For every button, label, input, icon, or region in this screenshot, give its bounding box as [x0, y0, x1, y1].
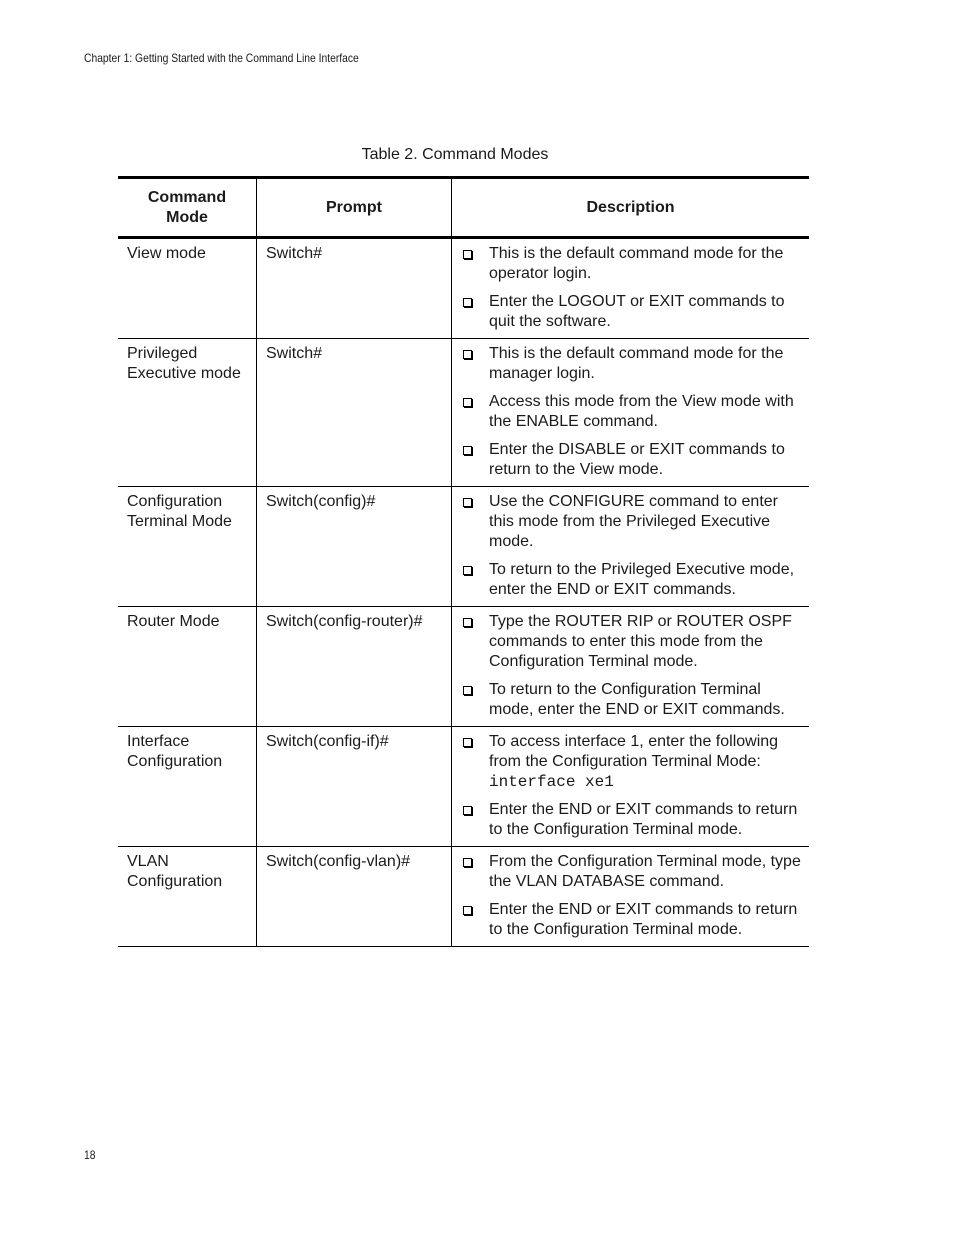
- table-row: [118, 339, 809, 487]
- table-caption-text: Table 2. Command Modes: [361, 146, 549, 163]
- table-row: [118, 727, 809, 847]
- checkbox-square-icon: [462, 440, 489, 480]
- prompt-cell: Switch#: [257, 339, 452, 487]
- bullet-text: This is the default command mode for the operator login.: [489, 245, 784, 282]
- checkbox-square-icon: [462, 292, 489, 332]
- prompt-cell: Switch(config-vlan)#: [257, 847, 452, 947]
- bullet-text: This is the default command mode for the manager login.: [489, 345, 784, 382]
- description-cell: [452, 847, 810, 947]
- list-item: [462, 732, 801, 792]
- bullet-text: Enter the END or EXIT commands to return to the Configuration Terminal mode.: [489, 801, 798, 838]
- command-modes-table: [118, 176, 809, 947]
- description-cell: [452, 487, 810, 607]
- mode-cell: VLAN Configuration: [118, 847, 257, 947]
- checkbox-square-icon: [462, 244, 489, 284]
- list-item: [462, 392, 801, 432]
- checkbox-square-icon: [462, 392, 489, 432]
- list-item: [462, 292, 801, 332]
- table-caption: [118, 146, 808, 164]
- table-row: [118, 487, 809, 607]
- list-item: [462, 900, 801, 940]
- list-item: [462, 244, 801, 284]
- description-cell: [452, 238, 810, 339]
- table-row: [118, 847, 809, 947]
- table-row: [118, 607, 809, 727]
- bullet-text: Enter the END or EXIT commands to return to the Configuration Terminal mode.: [489, 901, 798, 938]
- prompt-cell: Switch(config-if)#: [257, 727, 452, 847]
- description-cell: [452, 727, 810, 847]
- checkbox-square-icon: [462, 680, 489, 720]
- list-item: [462, 852, 801, 892]
- mode-cell: Router Mode: [118, 607, 257, 727]
- mode-cell: View mode: [118, 238, 257, 339]
- list-item: [462, 560, 801, 600]
- table-row: [118, 238, 809, 339]
- mode-cell: Configuration Terminal Mode: [118, 487, 257, 607]
- description-cell: [452, 339, 810, 487]
- table-header-row: [118, 178, 809, 238]
- checkbox-square-icon: [462, 900, 489, 940]
- mode-cell: Privileged Executive mode: [118, 339, 257, 487]
- bullet-text: Enter the LOGOUT or EXIT commands to quit the software.: [489, 293, 785, 330]
- bullet-text: Type the ROUTER RIP or ROUTER OSPF commands to enter this mode from the Configuration Terminal mode.: [489, 613, 792, 670]
- list-item: [462, 800, 801, 840]
- bullet-text: To return to the Configuration Terminal mode, enter the END or EXIT commands.: [489, 681, 785, 718]
- checkbox-square-icon: [462, 732, 489, 792]
- bullet-text: From the Configuration Terminal mode, type the VLAN DATABASE command.: [489, 853, 801, 890]
- description-cell: [452, 607, 810, 727]
- checkbox-square-icon: [462, 612, 489, 672]
- checkbox-square-icon: [462, 800, 489, 840]
- prompt-cell: Switch(config-router)#: [257, 607, 452, 727]
- checkbox-square-icon: [462, 344, 489, 384]
- checkbox-square-icon: [462, 492, 489, 552]
- column-header-prompt: Prompt: [257, 178, 452, 238]
- bullet-text: To access interface 1, enter the following from the Configuration Terminal Mode:: [489, 733, 779, 770]
- list-item: [462, 492, 801, 552]
- bullet-content: [489, 732, 801, 792]
- checkbox-square-icon: [462, 852, 489, 892]
- column-header-command-mode: Command Mode: [118, 178, 257, 238]
- prompt-cell: Switch#: [257, 238, 452, 339]
- list-item: [462, 680, 801, 720]
- running-header: Chapter 1: Getting Started with the Command Line Interface: [84, 51, 359, 65]
- mode-cell: Interface Configuration: [118, 727, 257, 847]
- bullet-text: To return to the Privileged Executive mode, enter the END or EXIT commands.: [489, 561, 795, 598]
- bullet-text: Access this mode from the View mode with the ENABLE command.: [489, 393, 794, 430]
- bullet-text: Use the CONFIGURE command to enter this mode from the Privileged Executive mode.: [489, 493, 778, 550]
- code-snippet: interface xe1: [489, 773, 614, 791]
- bullet-text: Enter the DISABLE or EXIT commands to return to the View mode.: [489, 441, 785, 478]
- page-number: 18: [84, 1148, 96, 1162]
- checkbox-square-icon: [462, 560, 489, 600]
- column-header-description: Description: [452, 178, 810, 238]
- list-item: [462, 344, 801, 384]
- list-item: [462, 440, 801, 480]
- prompt-cell: Switch(config)#: [257, 487, 452, 607]
- list-item: [462, 612, 801, 672]
